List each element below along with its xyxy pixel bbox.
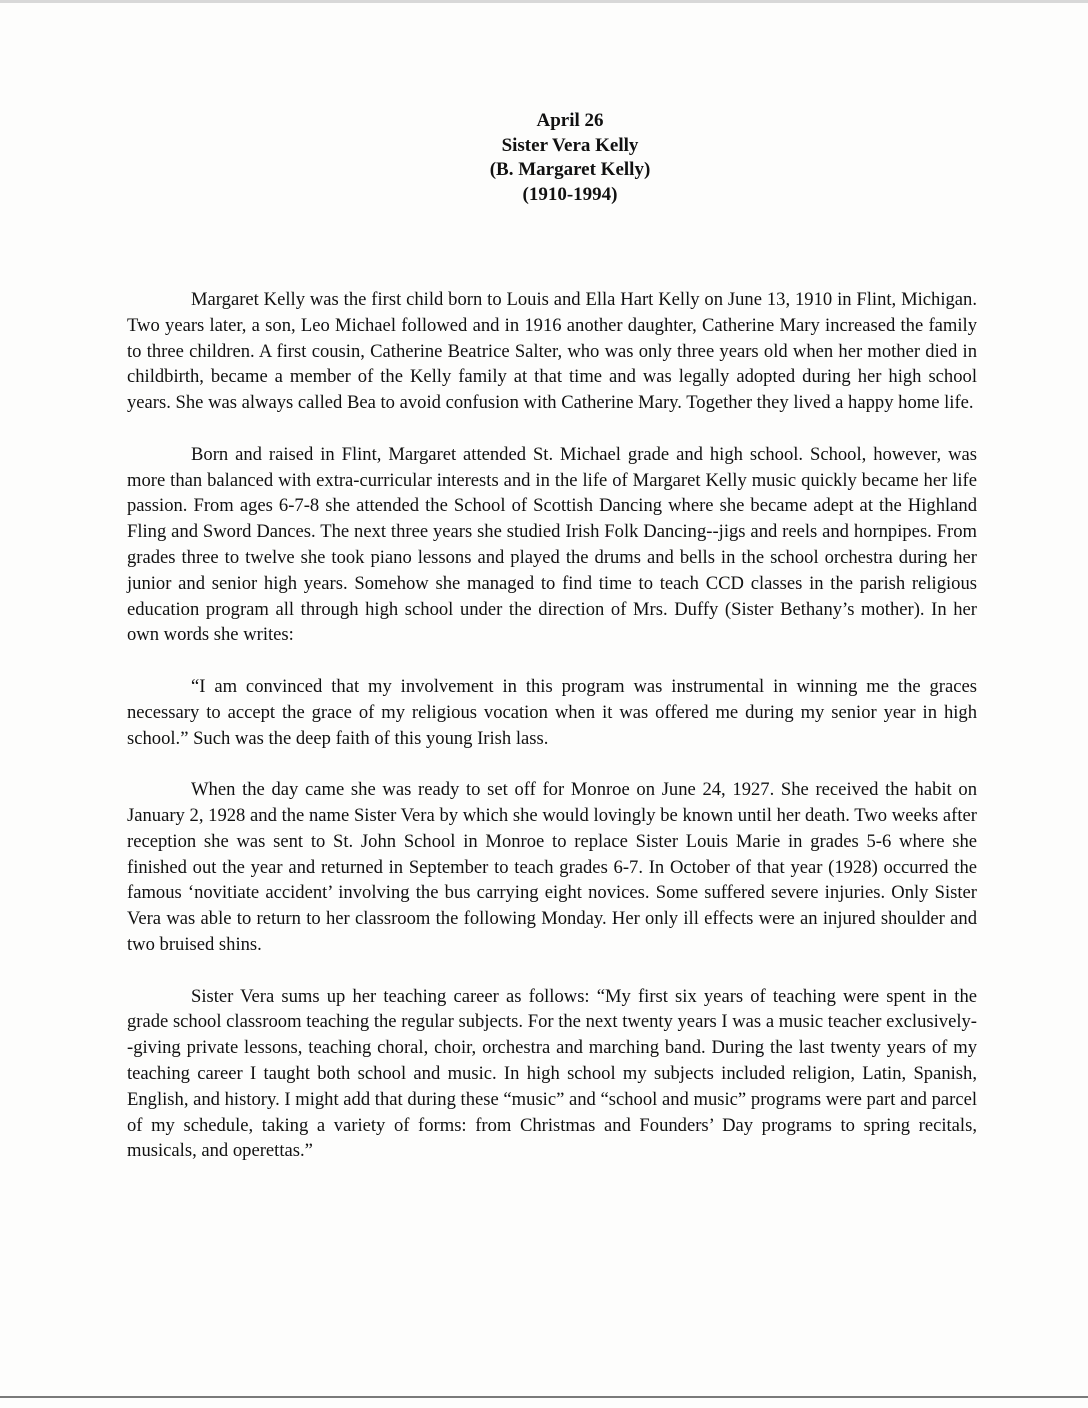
document-heading	[0, 109, 1088, 208]
scan-top-edge	[0, 0, 1088, 3]
document-body	[127, 287, 977, 1164]
heading-date: April 26	[536, 110, 604, 131]
scan-bottom-edge	[0, 1396, 1088, 1398]
paragraph-teaching-career: Sister Vera sums up her teaching career as follows: “My first six years of teaching were spent in the grade school classroom teaching the regular subjects. For the next twenty years I was a music teacher exclusively--giving private lessons, teaching choral, choir, orchestra and marching band. During the last twenty years of my teaching career I taught both school and music. In high school my subjects included religion, Latin, Spanish, English, and history. I might add that during these “music” and “school and music” programs were part and parcel of my schedule, taking a variety of forms: from Christmas and Founders’ Day programs to spring recitals, musicals, and operettas.”	[127, 985, 977, 1162]
paragraph-early-life: Margaret Kelly was the first child born to Louis and Ella Hart Kelly on June 13, 1910 in Flint, Michigan. Two years later, a son, Leo Michael followed and in 1916 another daughter, Catherine Mary increased the family to three children. A first cousin, Catherine Beatrice Salter, who was only three years old when her mother died in childbirth, became a member of the Kelly family at that time and was legally adopted during her high school years. She was always called Bea to avoid confusion with Catherine Mary. Together they lived a happy home life.	[127, 289, 977, 414]
heading-name: Sister Vera Kelly	[501, 134, 639, 156]
paragraph-quote-vocation: “I am convinced that my involvement in this program was instrumental in winning me the graces necessary to accept the grace of my religious vocation when it was offered me during my senior year in high school.” Such was the deep faith of this young Irish lass.	[127, 675, 977, 749]
heading-birth-name: (B. Margaret Kelly)	[489, 159, 651, 181]
paragraph-education: Born and raised in Flint, Margaret attended St. Michael grade and high school. School, however, was more than balanced with extra-curricular interests and in the life of Margaret Kelly music quickly became her life passion. From ages 6-7-8 she attended the School of Scottish Dancing where she became adept at the Highland Fling and Sword Dances. The next three years she studied Irish Folk Dancing--jigs and reels and hornpipes. From grades three to twelve she took piano lessons and played the drums and bells in the school orchestra during her junior and senior high years. Somehow she managed to find time to teach CCD classes in the parish religious education program all through high school under the direction of Mrs. Duffy (Sister Bethany’s mother). In her own words she writes:	[127, 443, 977, 646]
heading-years: (1910-1994)	[522, 184, 618, 206]
paragraph-entrance: When the day came she was ready to set off for Monroe on June 24, 1927. She received the habit on January 2, 1928 and the name Sister Vera by which she would lovingly be known until her death. Two weeks after reception she was sent to St. John School in Monroe to replace Sister Louis Marie in grades 5-6 where she finished out the year and returned in September to teach grades 6-7. In October of that year (1928) occurred the famous ‘novitiate accident’ involving the bus carrying eight novices. Some suffered severe injuries. Only Sister Vera was able to return to her classroom the following Monday. Her only ill effects were an injured shoulder and two bruised shins.	[127, 779, 977, 955]
